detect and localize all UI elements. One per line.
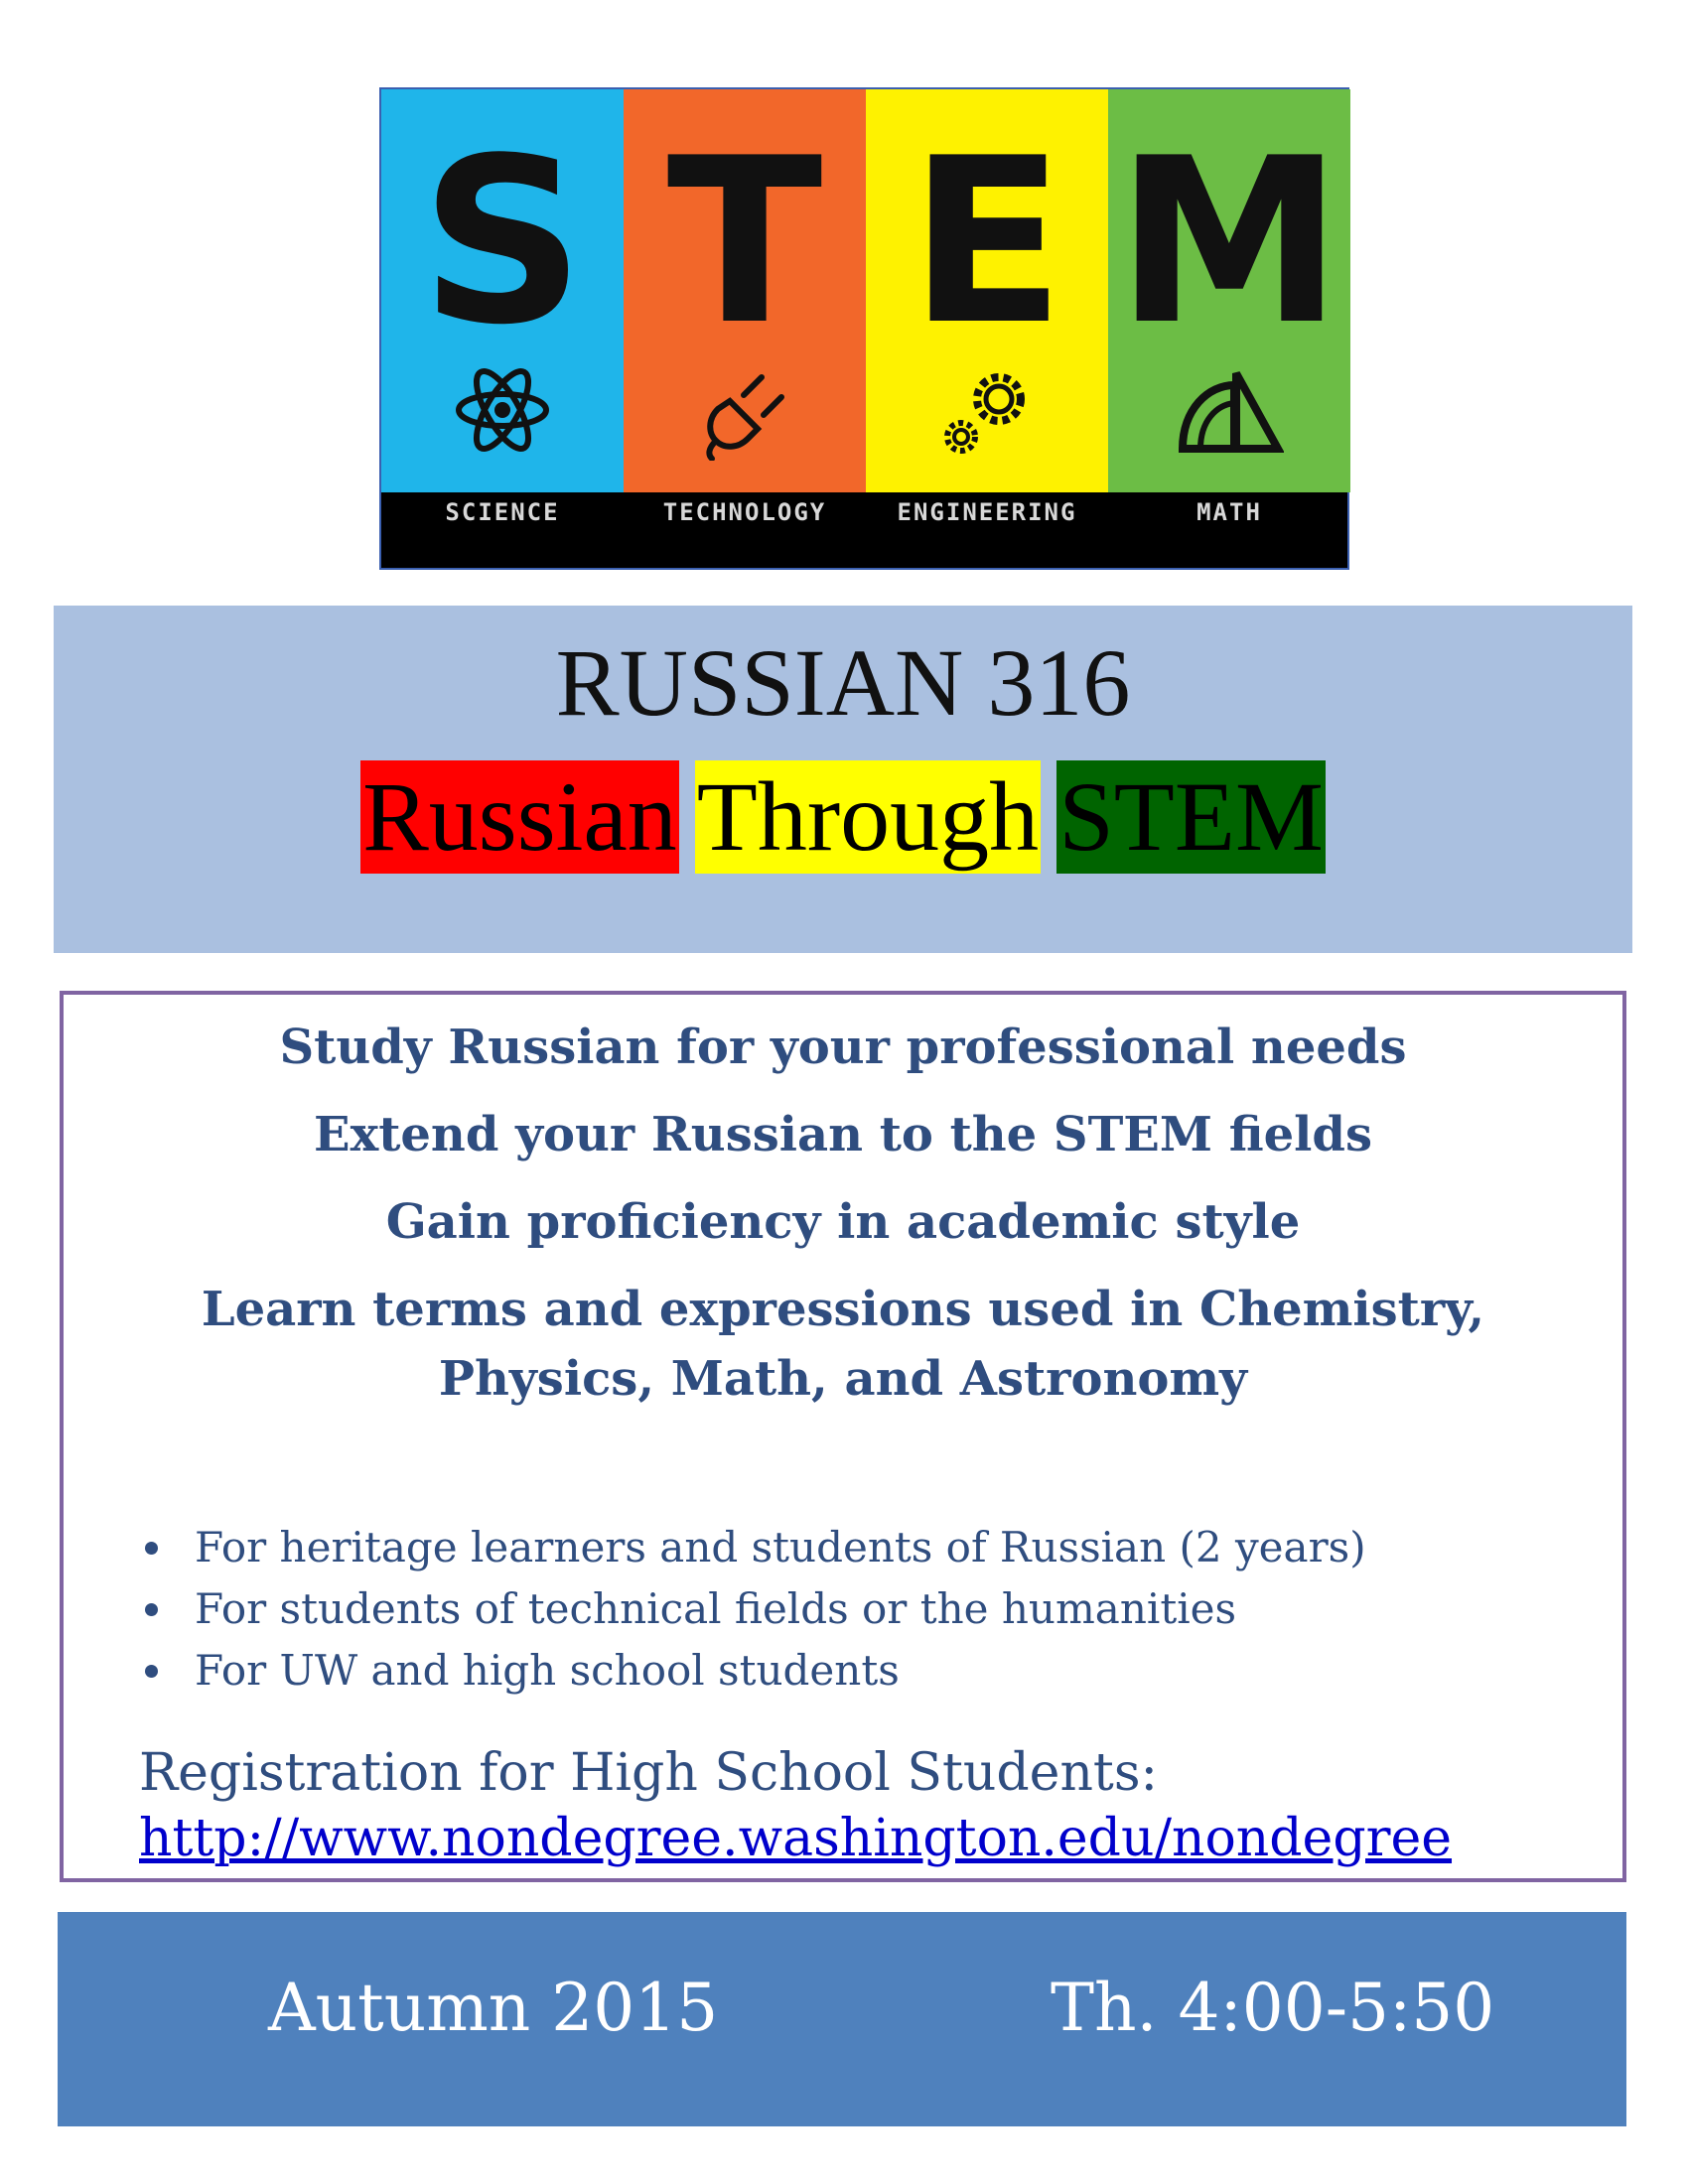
info-box <box>60 991 1626 1882</box>
list-item-text: For heritage learners and students of Russian (2 years) <box>195 1523 1366 1571</box>
registration-link[interactable]: http://www.nondegree.washington.edu/nondegree <box>139 1809 1453 1868</box>
list-item <box>139 1517 1366 1578</box>
audience-list <box>139 1517 1366 1702</box>
course-code: RUSSIAN 316 <box>555 629 1131 736</box>
subtitle-word-russian: Russian <box>362 761 677 872</box>
meeting-time-text: Th. 4:00-5:50 <box>1051 1970 1495 2046</box>
goal-line-2: Extend your Russian to the STEM fields <box>314 1107 1372 1162</box>
logo-letter-m: M <box>1115 110 1343 375</box>
title-band <box>54 606 1632 953</box>
gears-icon <box>939 365 1035 465</box>
subtitle-word-stem: STEM <box>1058 761 1324 872</box>
goal-line-1: Study Russian for your professional needs <box>279 1020 1407 1075</box>
science-panel <box>381 89 624 492</box>
list-item-text: For students of technical fields or the humanities <box>195 1584 1237 1633</box>
technology-panel <box>624 89 866 492</box>
logo-letter-e: E <box>909 110 1065 375</box>
term-text: Autumn 2015 <box>268 1970 719 2046</box>
logo-word-science: SCIENCE <box>445 498 560 526</box>
bullet-icon <box>145 1603 158 1616</box>
math-panel <box>1108 89 1350 492</box>
list-item-text: For UW and high school students <box>195 1646 900 1695</box>
list-item <box>139 1640 1366 1702</box>
registration-label: Registration for High School Students: <box>139 1743 1159 1803</box>
logo-word-math: MATH <box>1196 498 1262 526</box>
logo-word-technology: TECHNOLOGY <box>662 498 827 526</box>
goal-line-4: Learn terms and expressions used in Chemistry, <box>201 1282 1485 1337</box>
goal-line-3: Gain proficiency in academic style <box>385 1194 1301 1250</box>
bullet-icon <box>145 1542 158 1555</box>
logo-word-engineering: ENGINEERING <box>897 498 1077 526</box>
bullet-icon <box>145 1665 158 1678</box>
list-item <box>139 1578 1366 1640</box>
stem-logo <box>379 87 1349 570</box>
footer-band <box>58 1912 1626 2126</box>
goal-line-5: Physics, Math, and Astronomy <box>438 1351 1248 1407</box>
subtitle-word-through: Through <box>696 761 1040 872</box>
atom-icon <box>455 365 550 459</box>
logo-letter-t: T <box>666 110 823 375</box>
plug-icon <box>700 365 789 465</box>
logo-letter-s: S <box>420 110 585 375</box>
course-subtitle <box>54 760 1632 874</box>
engineering-panel <box>866 89 1108 492</box>
protractor-icon <box>1175 365 1284 459</box>
